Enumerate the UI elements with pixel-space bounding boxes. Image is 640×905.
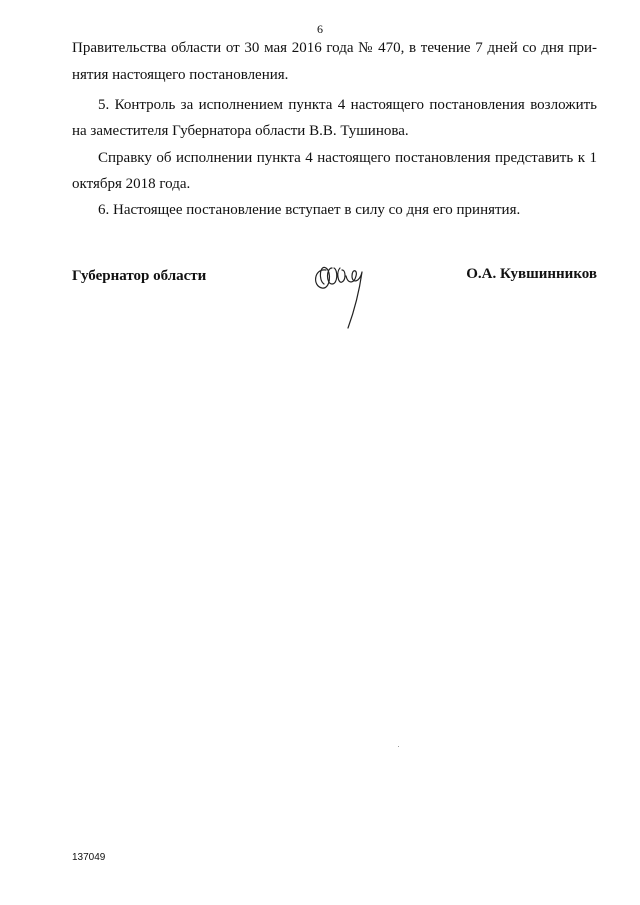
registry-number: 137049 xyxy=(72,852,106,863)
signature-block xyxy=(72,268,597,348)
scan-dust-dot xyxy=(398,746,399,747)
signer-name: О.А. Кувшинников xyxy=(466,266,597,282)
paragraph-6: 6. Настоящее постановление вступает в силу со дня его принятия. xyxy=(98,202,521,218)
paragraph-1-line-1: Правительства области от 30 мая 2016 года № 470, в течение 7 дней со дня при- xyxy=(72,40,597,56)
page-number: 6 xyxy=(317,22,323,36)
handwritten-signature xyxy=(310,250,380,340)
paragraph-report-line-1: Справку об исполнении пункта 4 настоящего постановления представить к 1 xyxy=(98,150,597,166)
paragraph-5-line-1: 5. Контроль за исполнением пункта 4 настоящего постановления возложить xyxy=(98,97,597,113)
signer-position: Губернатор области xyxy=(72,268,207,284)
paragraph-5-line-2: на заместителя Губернатора области В.В. Тушинова. xyxy=(72,123,409,139)
paragraph-report-line-2: октября 2018 года. xyxy=(72,176,191,192)
paragraph-1-line-2: нятия настоящего постановления. xyxy=(72,67,289,83)
